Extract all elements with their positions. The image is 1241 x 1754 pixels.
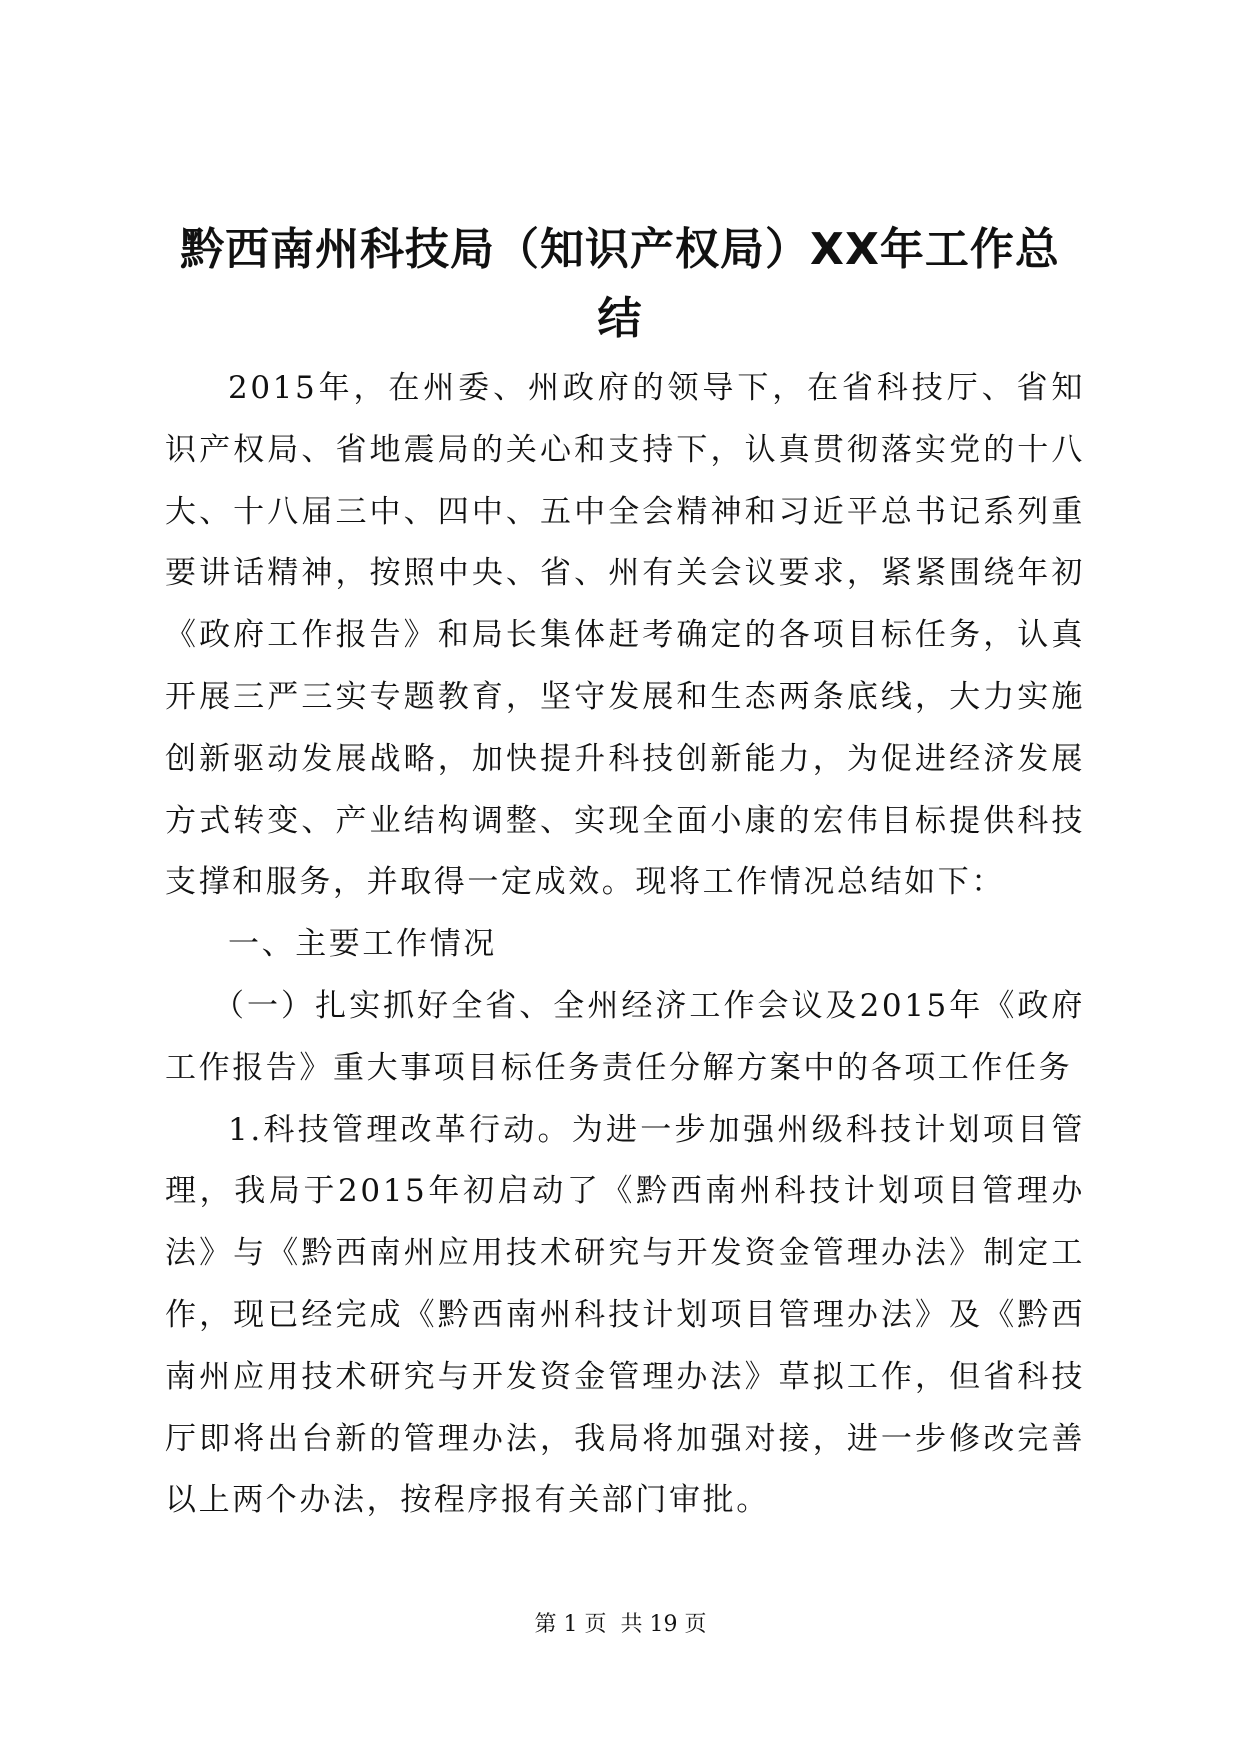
document-title-line-2: 结 [597,293,643,344]
page-number-footer: 第 1 页 共 19 页 [534,1612,707,1637]
document-title-line-1: 黔西南州科技局（知识产权局）XX年工作总 [180,224,1060,275]
intro-paragraph: 2015年，在州委、州政府的领导下，在省科技厅、省知识产权局、省地震局的关心和支持下，认真贯彻落实党的十八大、十八届三中、四中、五中全会精神和习近平总书记系列重要讲话精神，按照中央、省、州有关会议要求，紧紧围绕年初《政府工作报告》和局长集体赶考确定的各项目标任务，认真开展三严三实专题教育，坚守发展和生态两条底线，大力实施创新驱动发展战略，加快提升科技创新能力，为促进经济发展方式转变、产业结构调整、实现全面小康的宏伟目标提供科技支撑和服务，并取得一定成效。现将工作情况总结如下： [165,370,1085,901]
subsection-heading: （一）扎实抓好全省、全州经济工作会议及2015年《政府工作报告》重大事项目标任务责任分解方案中的各项工作任务 [165,987,1085,1086]
item-paragraph: 1.科技管理改革行动。为进一步加强州级科技计划项目管理，我局于2015年初启动了《黔西南州科技计划项目管理办法》与《黔西南州应用技术研究与开发资金管理办法》制定工作，现已经完成《黔西南州科技计划项目管理办法》及《黔西南州应用技术研究与开发资金管理办法》草拟工作，但省科技厅即将出台新的管理办法，我局将加强对接，进一步修改完善以上两个办法，按程序报有关部门审批。 [165,1111,1085,1519]
document-body [165,358,1085,1532]
section-heading: 一、主要工作情况 [228,926,497,963]
